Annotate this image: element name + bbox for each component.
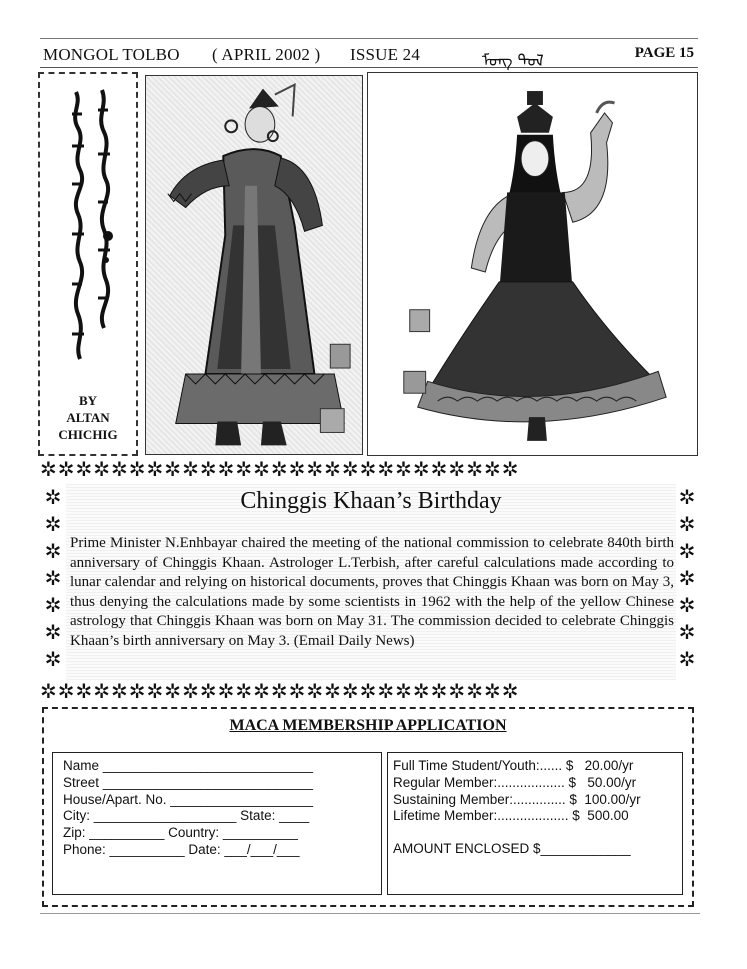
page-number: PAGE 15 xyxy=(634,45,694,61)
rate-student-youth: Full Time Student/Youth:...... $ 20.00/yr xyxy=(393,758,634,773)
field-phone-date[interactable]: Phone: __________ Date: ___/___/___ xyxy=(63,841,300,857)
ornament-border-bottom: ✲✲✲✲✲✲✲✲✲✲✲✲✲✲✲✲✲✲✲✲✲✲✲✲✲✲✲ xyxy=(40,680,520,702)
byline xyxy=(40,392,136,443)
field-amount-enclosed[interactable]: AMOUNT ENCLOSED $____________ xyxy=(393,841,631,857)
field-name[interactable]: Name ____________________________ xyxy=(63,758,313,773)
field-house-apart[interactable]: House/Apart. No. ___________________ xyxy=(63,791,313,807)
field-zip-country[interactable]: Zip: __________ Country: __________ xyxy=(63,825,298,841)
article-body: Prime Minister N.Enhbayar chaired the meeting of the national commission to celebrate 840th birth anniversary of Chinggis Khaan. Astrologer L.Terbish, after careful calculations made according to lunar calendar and relying on historical documents, proves that Chinggis Khaan was born on May 3, thus denying the calculations made by some scientists in 1962 with the help of the yellow Chinese astrology that Chinggis Khaan was born on May 31. The commission decided to celebrate Chinggis Khaan’s birth anniversary on May 3. (Email Daily News) xyxy=(70,535,674,649)
mongolian-script-mark: ᠮᠣᠩ ᠲᠣᠯ xyxy=(482,51,544,70)
ornament-border-left: ✲ ✲ ✲ ✲ ✲ ✲ ✲ xyxy=(44,485,62,671)
byline-first-name: ALTAN xyxy=(66,410,110,425)
ornament-border-top: ✲✲✲✲✲✲✲✲✲✲✲✲✲✲✲✲✲✲✲✲✲✲✲✲✲✲✲ xyxy=(40,458,520,480)
rate-lifetime: Lifetime Member:................... $ 500.00 xyxy=(393,808,629,824)
page-header xyxy=(40,38,698,68)
issue-date: ( APRIL 2002 ) xyxy=(212,45,321,64)
rate-regular: Regular Member:.................. $ 50.00/yr xyxy=(393,774,637,790)
issue-number: ISSUE 24 xyxy=(350,45,421,64)
footer-rule xyxy=(40,913,700,914)
field-city-state[interactable]: City: ___________________ State: ____ xyxy=(63,808,310,824)
byline-last-name: CHICHIG xyxy=(58,427,118,442)
publication-title: MONGOL TOLBO xyxy=(43,45,180,64)
field-street[interactable]: Street ____________________________ xyxy=(63,774,313,790)
application-title: MACA MEMBERSHIP APPLICATION xyxy=(229,717,507,734)
author-sidebar xyxy=(38,72,138,456)
byline-by: BY xyxy=(78,393,98,408)
vertical-script-title-icon xyxy=(62,84,122,364)
illustration-costume-figure-left xyxy=(145,75,363,455)
membership-rates xyxy=(387,752,683,895)
article-birthday xyxy=(66,484,676,680)
article-title: Chinggis Khaan’s Birthday xyxy=(240,488,502,514)
ornament-border-right: ✲ ✲ ✲ ✲ ✲ ✲ ✲ xyxy=(678,485,696,671)
membership-application xyxy=(42,707,694,907)
illustration-dancer-right xyxy=(367,72,698,456)
applicant-details-form xyxy=(52,752,382,895)
rate-sustaining: Sustaining Member:.............. $ 100.00/yr xyxy=(393,791,641,807)
